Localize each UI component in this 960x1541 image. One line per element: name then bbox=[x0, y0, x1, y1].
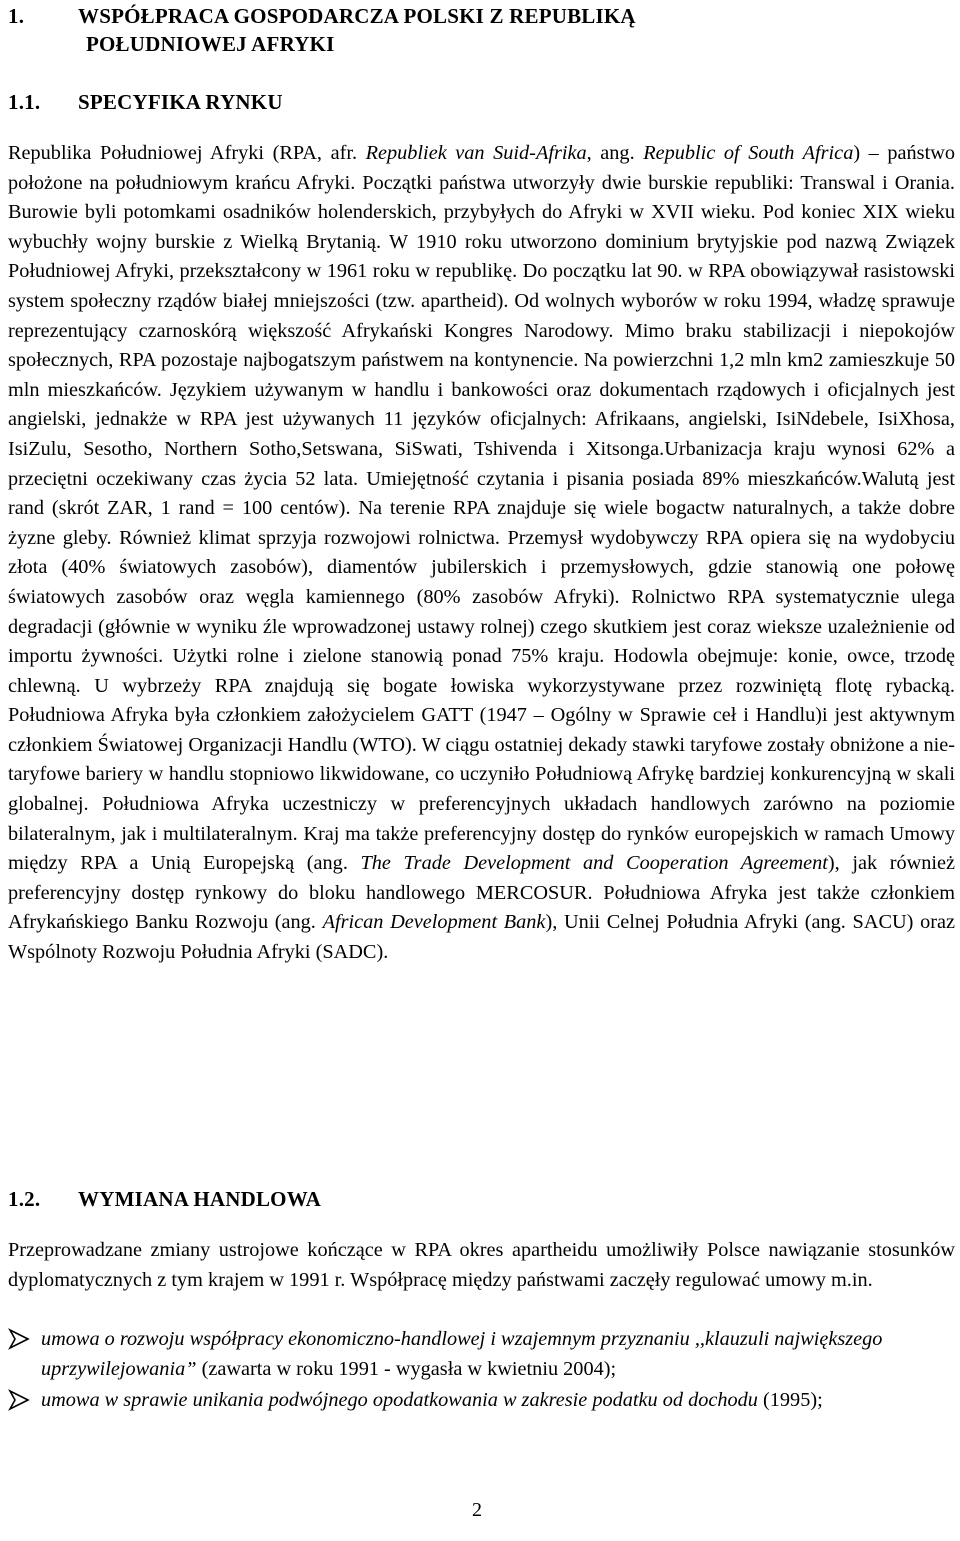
section-heading-1 bbox=[8, 2, 636, 58]
agreement-title: umowa w sprawie unikania podwójnego opodatkowania w zakresie podatku od dochodu bbox=[41, 1389, 758, 1412]
subsection-number: 1.1. bbox=[8, 90, 41, 114]
arrowhead-bullet-icon bbox=[8, 1328, 30, 1350]
subsection-heading-1-1 bbox=[8, 88, 283, 116]
italic-bank-name: African Development Bank bbox=[322, 911, 546, 934]
italic-english-name: Republic of South Africa bbox=[643, 142, 854, 164]
list-item bbox=[8, 1325, 955, 1384]
paragraph-trade-exchange: Przeprowadzane zmiany ustrojowe kończące w RPA okres apartheidu umożliwiły Polsce nawiązanie stosunków dyplomatycznych z tym krajem w 1991 r. Współpracę między państwami zaczęły regulować umowy m.in. bbox=[8, 1239, 955, 1291]
subsection-number: 1.2. bbox=[8, 1187, 41, 1211]
subsection-title: SPECYFIKA RYNKU bbox=[78, 90, 283, 114]
text-span: ), jak również preferencyjny dostęp rynkowy do bloku handlowego MERCOSUR. Południowa Afryka jest także członkiem Afrykańskiego Banku Rozwoju (ang. bbox=[8, 852, 956, 934]
section-number: 1. bbox=[8, 4, 25, 28]
agreements-list bbox=[8, 1325, 955, 1418]
section-title-line-2: POŁUDNIOWEJ AFRYKI bbox=[86, 32, 335, 56]
text-span: ), Unii Celnej Południa Afryki (ang. SACU) oraz Wspólnoty Rozwoju Południa Afryki (SADC). bbox=[8, 911, 955, 964]
agreement-details: (1995); bbox=[757, 1389, 823, 1412]
text-span: ) – państwo położone na południowym krańcu Afryki. Początki państwa utworzyły dwie burskie republiki: Transwal i Orania. Burowie byli potomkami osadników holenderskich, przybyłych do Afryki w XVII wieku. Pod koniec XIX wieku wybuchły wojny burskie z Wielką Brytanią. W 1910 roku utworzono dominium brytyjskie pod nazwą Związek Południowej Afryki, przekształcony w 1961 roku w republikę. Do początku lat 90. w RPA obowiązywał rasistowski system społeczny rządów białej mniejszości (tzw. apartheid). Od wolnych wyborów w roku 1994, władzę sprawuje reprezentujący czarnoskórą większość Afrykański Kongres Narodowy. Mimo braku stabilizacji i niepokojów społecznych, RPA pozostaje najbogatszym państwem na kontynencie. Na powierzchni 1,2 mln km2 zamieszkuje 50 mln mieszkańców. Językiem używanym w handlu i bankowości oraz dokumentach rządowych i oficjalnych jest angielski, jednakże w RPA jest używanych 11 języków oficjalnych: Afrikaans, angielski, IsiNdebele, IsiXhosa, IsiZulu, Sesotho, Northern Sotho,Setswana, SiSwati, Tshivenda i Xitsonga.Urbanizacja kraju wynosi 62% a przeciętni oczekiwany czas życia 52 lata. Umiejętność czytania i pisania posiada 89% mieszkańców.Walutą jest rand (skrót ZAR, 1 rand = 100 centów). Na terenie RPA znajduje się wiele bogactw naturalnych, a także dobre żyzne gleby. Również klimat sprzyja rozwojowi rolnictwa. Przemysł wydobywczy RPA opiera się na wydobyciu złota (40% światowych zasobów), diamentów jubilerskich i przemysłowych, gdzie stanowią one połowę światowych zasobów oraz węgla kamiennego (80% zasobów Afryki). Rolnictwo RPA systematycznie ulega degradacji (głównie w wyniku źle wprowadzonej ustawy rolnej) czego skutkiem jest coraz wieksze uzależnienie od importu żywności. Użytki rolne i zielone stanowią ponad 75% kraju. Hodowla obejmuje: konie, owce, trzodę chlewną. U wybrzeży RPA znajdują się bogate łowiska wykorzystywane przez rozwiniętą flotę rybacką. Południowa Afryka była członkiem założycielem GATT (1947 – Ogólny w Sprawie ceł i Handlu)i jest aktywnym członkiem Światowej Organizacji Handlu (WTO). W ciągu ostatniej dekady stawki taryfowe zostały obniżone a nie-taryfowe bariery w handlu stopniowo likwidowane, co uczyniło Południową Afrykę bardziej konkurencyjną w skali globalnej. Południowa Afryka uczestniczy w preferencyjnych układach handlowych zarówno na poziomie bilateralnym, jak i multilateralnym. Kraj ma także preferencyjny dostęp do rynków europejskich w ramach Umowy między RPA a Unią Europejską (ang. bbox=[8, 142, 955, 875]
italic-afrikaans-name: Republiek van Suid-Afrika bbox=[365, 142, 587, 164]
text-span: , ang. bbox=[586, 142, 644, 164]
agreement-title: umowa o rozwoju współpracy ekonomiczno-handlowej i wzajemnym przyznaniu ,,klauzuli największego uprzywilejowania” bbox=[41, 1328, 883, 1380]
list-item bbox=[8, 1386, 955, 1416]
paragraph-market-specifics bbox=[8, 139, 955, 968]
section-title-line-1: WSPÓŁPRACA GOSPODARCZA POLSKI Z REPUBLIKĄ bbox=[78, 4, 636, 28]
subsection-title: WYMIANA HANDLOWA bbox=[78, 1187, 321, 1211]
italic-agreement-name: The Trade Development and Cooperation Agreement bbox=[360, 852, 828, 875]
arrowhead-bullet-icon bbox=[8, 1389, 30, 1411]
page-number: 2 bbox=[472, 1499, 482, 1521]
subsection-heading-1-2 bbox=[8, 1185, 321, 1213]
agreement-details: (zawarta w roku 1991 - wygasła w kwietniu 2004); bbox=[196, 1357, 617, 1380]
text-span: Republika Południowej Afryki (RPA, afr. bbox=[8, 142, 366, 164]
